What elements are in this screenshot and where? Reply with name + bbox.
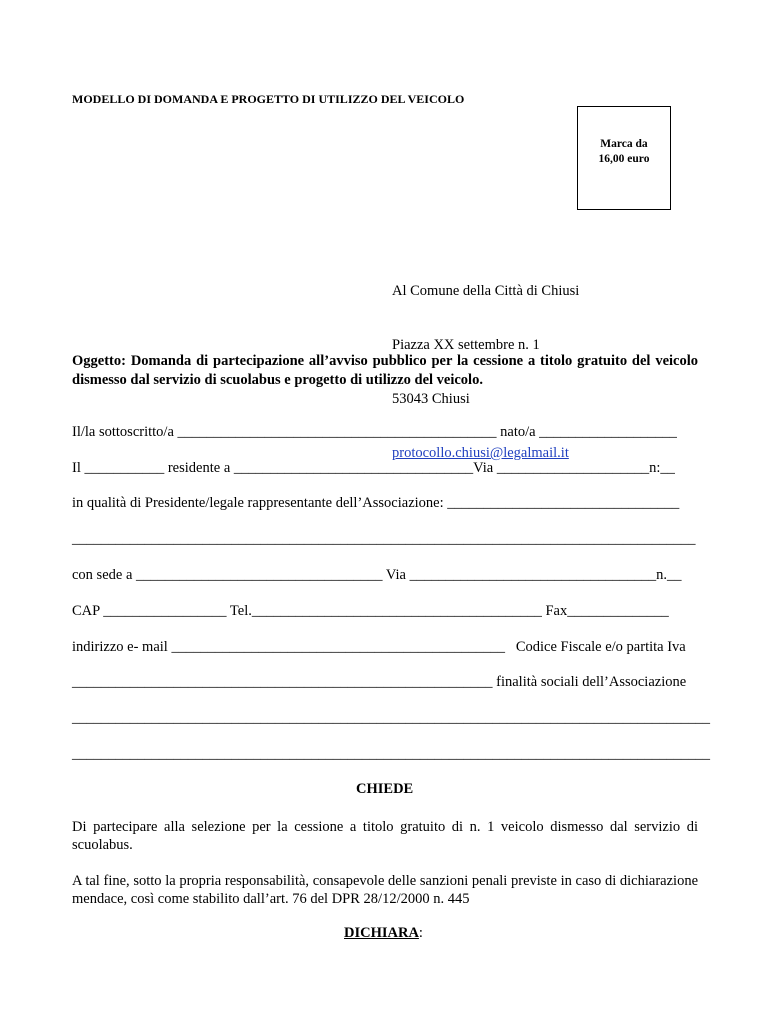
- declaration-intro-paragraph: A tal fine, sotto la propria responsabilità, consapevole delle sanzioni penali previste in caso di dichiarazione mendace, così come stabilito dall’art. 76 del DPR 28/12/2000 n. 445: [72, 873, 698, 907]
- recipient-line1: Al Comune della Città di Chiusi: [392, 283, 580, 299]
- stamp-label-line2: 16,00 euro: [598, 153, 650, 165]
- dichiara-colon: :: [418, 925, 423, 941]
- recipient-line2: Piazza XX settembre n. 1: [392, 337, 540, 353]
- field-email-fiscal-code[interactable]: indirizzo e- mail ______________________________________________ Codice Fiscale e/o partita Iva: [72, 639, 686, 655]
- field-social-purposes[interactable]: __________________________________________________________ finalità sociali dell’Associazione: [72, 674, 687, 690]
- subject-paragraph: Oggetto: Domanda di partecipazione all’avviso pubblico per la cessione a titolo gratuito del veicolo dismesso dal servizio di scuolabus e progetto di utilizzo del veicolo.: [72, 353, 698, 388]
- recipient-email-link[interactable]: protocollo.chiusi@legalmail.it: [392, 445, 569, 461]
- field-blank-line-1[interactable]: ________________________________________________________________________________________: [72, 710, 710, 726]
- dichiara-heading-wrap: [344, 925, 423, 942]
- revenue-stamp-box: [577, 106, 671, 210]
- field-undersigned[interactable]: Il/la sottoscritto/a ____________________________________________ nato/a ___________________: [72, 424, 677, 440]
- document-title: MODELLO DI DOMANDA E PROGETTO DI UTILIZZO DEL VEICOLO: [72, 92, 465, 106]
- stamp-label-line1: Marca da: [600, 138, 648, 150]
- field-cap-tel-fax[interactable]: CAP _________________ Tel.________________________________________ Fax______________: [72, 603, 669, 619]
- field-blank-line-2[interactable]: ________________________________________________________________________________________: [72, 746, 710, 762]
- recipient-line3: 53043 Chiusi: [392, 391, 470, 407]
- field-birth-residence[interactable]: Il ___________ residente a _________________________________Via _____________________n:__: [72, 460, 675, 476]
- field-headquarters[interactable]: con sede a __________________________________ Via __________________________________n.__: [72, 567, 682, 583]
- field-association-continued[interactable]: ______________________________________________________________________________________: [72, 531, 696, 547]
- participation-paragraph: Di partecipare alla selezione per la cessione a titolo gratuito di n. 1 veicolo dismesso dal servizio di scuolabus.: [72, 819, 698, 853]
- field-role-association[interactable]: in qualità di Presidente/legale rappresentante dell’Associazione: ________________________________: [72, 495, 680, 511]
- dichiara-heading: DICHIARA: [344, 925, 419, 941]
- chiede-heading: CHIEDE: [356, 781, 414, 797]
